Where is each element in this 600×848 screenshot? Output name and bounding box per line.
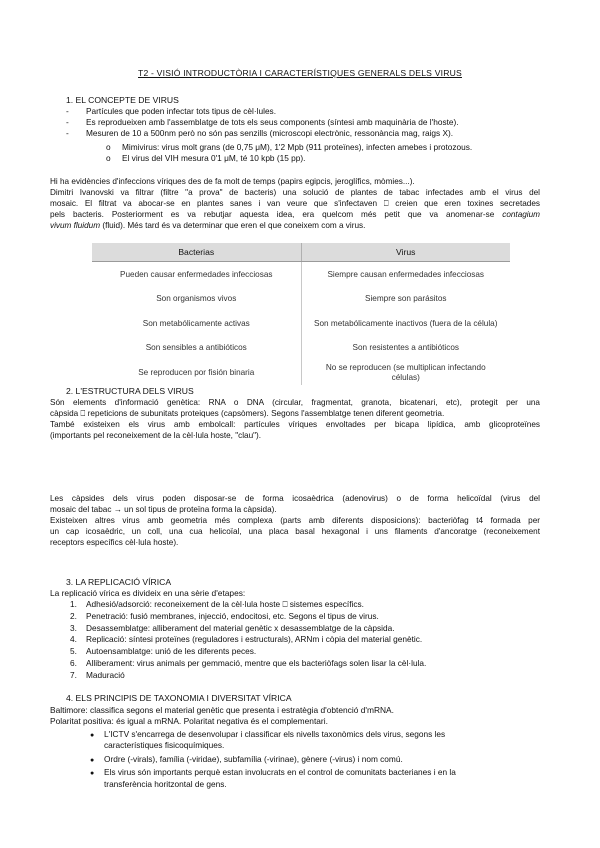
step-number: 6. (70, 658, 77, 668)
paragraph-line: Són elements d'informació genètica: RNA o DNA (circular, fragmentat, granota, bicatenari, etc), protegit per una (50, 398, 540, 407)
step-text: Autoensamblatge: unió de les diferents peces. (86, 646, 257, 656)
bullet-text: Els virus són importants perquè estan involucrats en el control de comunitats bacterianes i en la (104, 767, 456, 777)
table-row (92, 262, 510, 287)
table-cell: Siempre son parásitos (365, 294, 447, 304)
table-cell: Son metabólicamente inactivos (fuera de la célula) (314, 318, 498, 328)
section-1-sub-bullet (106, 142, 473, 152)
page-title: T2 - VISIÓ INTRODUCTÒRIA I CARACTERÍSTIQUES GENERALS DELS VIRUS (138, 68, 462, 78)
taxonomy-bullet (90, 767, 456, 779)
step-text: Replicació: síntesi proteïnes (reguladores i estructurals), ARNm i còpia del material genètic. (86, 634, 423, 644)
bullet-text: L'ICTV s'encarrega de desenvolupar i classificar els nivells taxonòmics dels virus, segons les (104, 729, 446, 739)
table-header (92, 243, 510, 262)
sub-bullet-text: Mimivirus: virus molt grans (de 0,75 μM), 1'2 Mpb (911 proteïnes), infecten amebes i protozous. (122, 142, 473, 152)
italic-term: vivum fluidum (50, 221, 101, 230)
taxonomy-bullet (90, 754, 403, 766)
replication-step (70, 599, 364, 609)
section-1-bullet (66, 128, 454, 138)
section-1-bullet (66, 117, 459, 127)
sub-bullet-marker: o (106, 153, 111, 163)
column-header-virus: Virus (396, 247, 416, 257)
sub-bullet-text: El virus del VIH mesura 0'1 μM, té 10 kpb (15 pp). (122, 153, 306, 163)
section-4-line: Polaritat positiva: és igual a mRNA. Polaritat negativa és el complementari. (50, 716, 328, 726)
paragraph-line: pels bacteris. Posteriorment es va rebutjar aquesta idea, era quelcom més petit que va anomenar-se contagium (50, 210, 540, 219)
table-cell: No se reproducen (se multiplican infectando células) (325, 363, 486, 382)
replication-step (70, 623, 395, 633)
section-1-heading: 1. EL CONCEPTE DE VIRUS (66, 95, 179, 105)
step-text: Desassemblatge: alliberament del material genètic x desassemblatge de la càpsida. (86, 623, 395, 633)
table-cell: Son sensibles a antibióticos (92, 336, 302, 361)
bullet-marker: ● (90, 732, 95, 739)
paragraph-line: mosaic del tabac → un sol tipus de proteïna forma la càpsida). (50, 505, 277, 514)
replication-step (70, 611, 379, 621)
bullet-marker: - (66, 106, 69, 116)
section-3-heading: 3. LA REPLICACIÓ VÍRICA (66, 577, 172, 587)
step-number: 4. (70, 634, 77, 644)
step-text: Alliberament: virus animals per gemmació, mentre que els bacteriòfags solen lisar la cèl·lula. (86, 658, 427, 668)
paragraph-line: Hi ha evidències d'infeccions víriques des de fa molt de temps (papirs egipcis, jeroglífics, mòmies...). (50, 177, 415, 186)
table-row (92, 336, 510, 361)
sub-bullet-marker: o (106, 142, 111, 152)
bullet-marker: ● (90, 757, 95, 764)
comparison-table (92, 243, 510, 385)
replication-step (70, 646, 257, 656)
section-3-intro: La replicació vírica es divideix en una sèrie d'etapes: (50, 588, 246, 598)
table-cell: Siempre causan enfermedades infecciosas (327, 269, 485, 279)
step-number: 2. (70, 611, 77, 621)
table-row (92, 311, 510, 336)
paragraph-line: vivum fluidum (fluid). Més tard és va determinar que eren el que coneixem com a virus. (50, 221, 366, 230)
paragraph-line: També existeixen els virus amb embolcall: partícules víriques envoltades per bicapa lipídica, amb glicoproteïnes (50, 420, 540, 429)
paragraph-line: un cap icosaèdric, un coll, una cua helicoïal, una placa basal hexagonal i uns filaments d'ancoratge (reconeixement (50, 527, 540, 536)
step-text: Adhesió/adsorció: reconeixement de la cèl·lula hoste ⎕ sistemes específics. (86, 599, 364, 609)
bullet-continuation: transferència horitzontal de gens. (104, 779, 227, 789)
bullet-text: Partícules que poden infectar tots tipus de cèl·lules. (86, 106, 277, 116)
paragraph-line: càpsida ⎕ repeticions de subunitats proteiques (capsòmers). Segons l'assemblatge tenen diferent geometria. (50, 409, 445, 418)
section-1-bullet (66, 106, 277, 116)
paragraph-line: Les càpsides dels virus poden disposar-se de forma icosaèdrica (adenovirus) o de forma helicoïdal (virus del (50, 494, 540, 503)
table-cell: Son metabólicamente activas (92, 311, 302, 336)
table-cell: Se reproducen por fisión binaria (92, 360, 302, 385)
taxonomy-bullet (90, 729, 446, 741)
paragraph-line: Dimitri Ivanovski va filtrar (filtre "a prova" de bacteris) una solució de plantes de tabac infectades amb el virus del (50, 188, 540, 197)
section-4-heading: 4. ELS PRINCIPIS DE TAXONOMIA I DIVERSITAT VÍRICA (66, 693, 292, 703)
bullet-marker: - (66, 128, 69, 138)
section-4-line: Baltimore: classifica segons el material genètic que presenta i estratègia d'obtenció d'mRNA. (50, 705, 394, 715)
bullet-text: Ordre (-virals), família (-viridae), subfamília (-virinae), gènere (-virus) i nom comú. (104, 754, 403, 764)
section-1-paragraph (50, 176, 540, 231)
bullet-marker: - (66, 117, 69, 127)
section-1-sub-bullet (106, 153, 306, 163)
section-2-paragraph-2 (50, 493, 540, 548)
bullet-continuation: característiques fisicoquímiques. (104, 740, 225, 750)
paragraph-line: (importants pel reconeixement de la cèl·lula hoste, "clau"). (50, 431, 262, 440)
paragraph-line: mosaic. El filtrat va abocar-se en plantes sanes i van veure que s'infectaven ⎕ creien que eren toxines secretades (50, 199, 540, 208)
step-text: Penetració: fusió membranes, injecció, endocitosi, etc. Segons el tipus de virus. (86, 611, 379, 621)
table-row (92, 360, 510, 385)
bullet-marker: ● (90, 770, 95, 777)
italic-term: contagium (502, 210, 540, 219)
step-text: Maduració (86, 670, 125, 680)
step-number: 1. (70, 599, 77, 609)
paragraph-line: receptors específics cèl·lula hoste). (50, 538, 179, 547)
column-header-bacterias: Bacterias (92, 243, 302, 261)
step-number: 5. (70, 646, 77, 656)
replication-step (70, 658, 427, 668)
section-2-paragraph-1 (50, 397, 540, 441)
replication-step (70, 670, 125, 680)
table-cell: Son organismos vivos (92, 287, 302, 312)
bullet-text: Mesuren de 10 a 500nm però no són pas senzills (microscopi electrònic, ressonància mag, raigs X). (86, 128, 454, 138)
table-cell: Son resistentes a antibióticos (352, 343, 459, 353)
step-number: 3. (70, 623, 77, 633)
paragraph-line: Existeixen altres virus amb geometria més complexa (parts amb diferents disposicions): bacteriòfag t4 formada per (50, 516, 540, 525)
table-cell: Pueden causar enfermedades infecciosas (92, 262, 302, 287)
section-2-heading: 2. L'ESTRUCTURA DELS VIRUS (66, 386, 194, 396)
table-row (92, 287, 510, 312)
replication-step (70, 634, 423, 644)
bullet-text: Es reprodueixen amb l'assemblatge de tots els seus components (síntesi amb maquinària de l'hoste). (86, 117, 459, 127)
step-number: 7. (70, 670, 77, 680)
